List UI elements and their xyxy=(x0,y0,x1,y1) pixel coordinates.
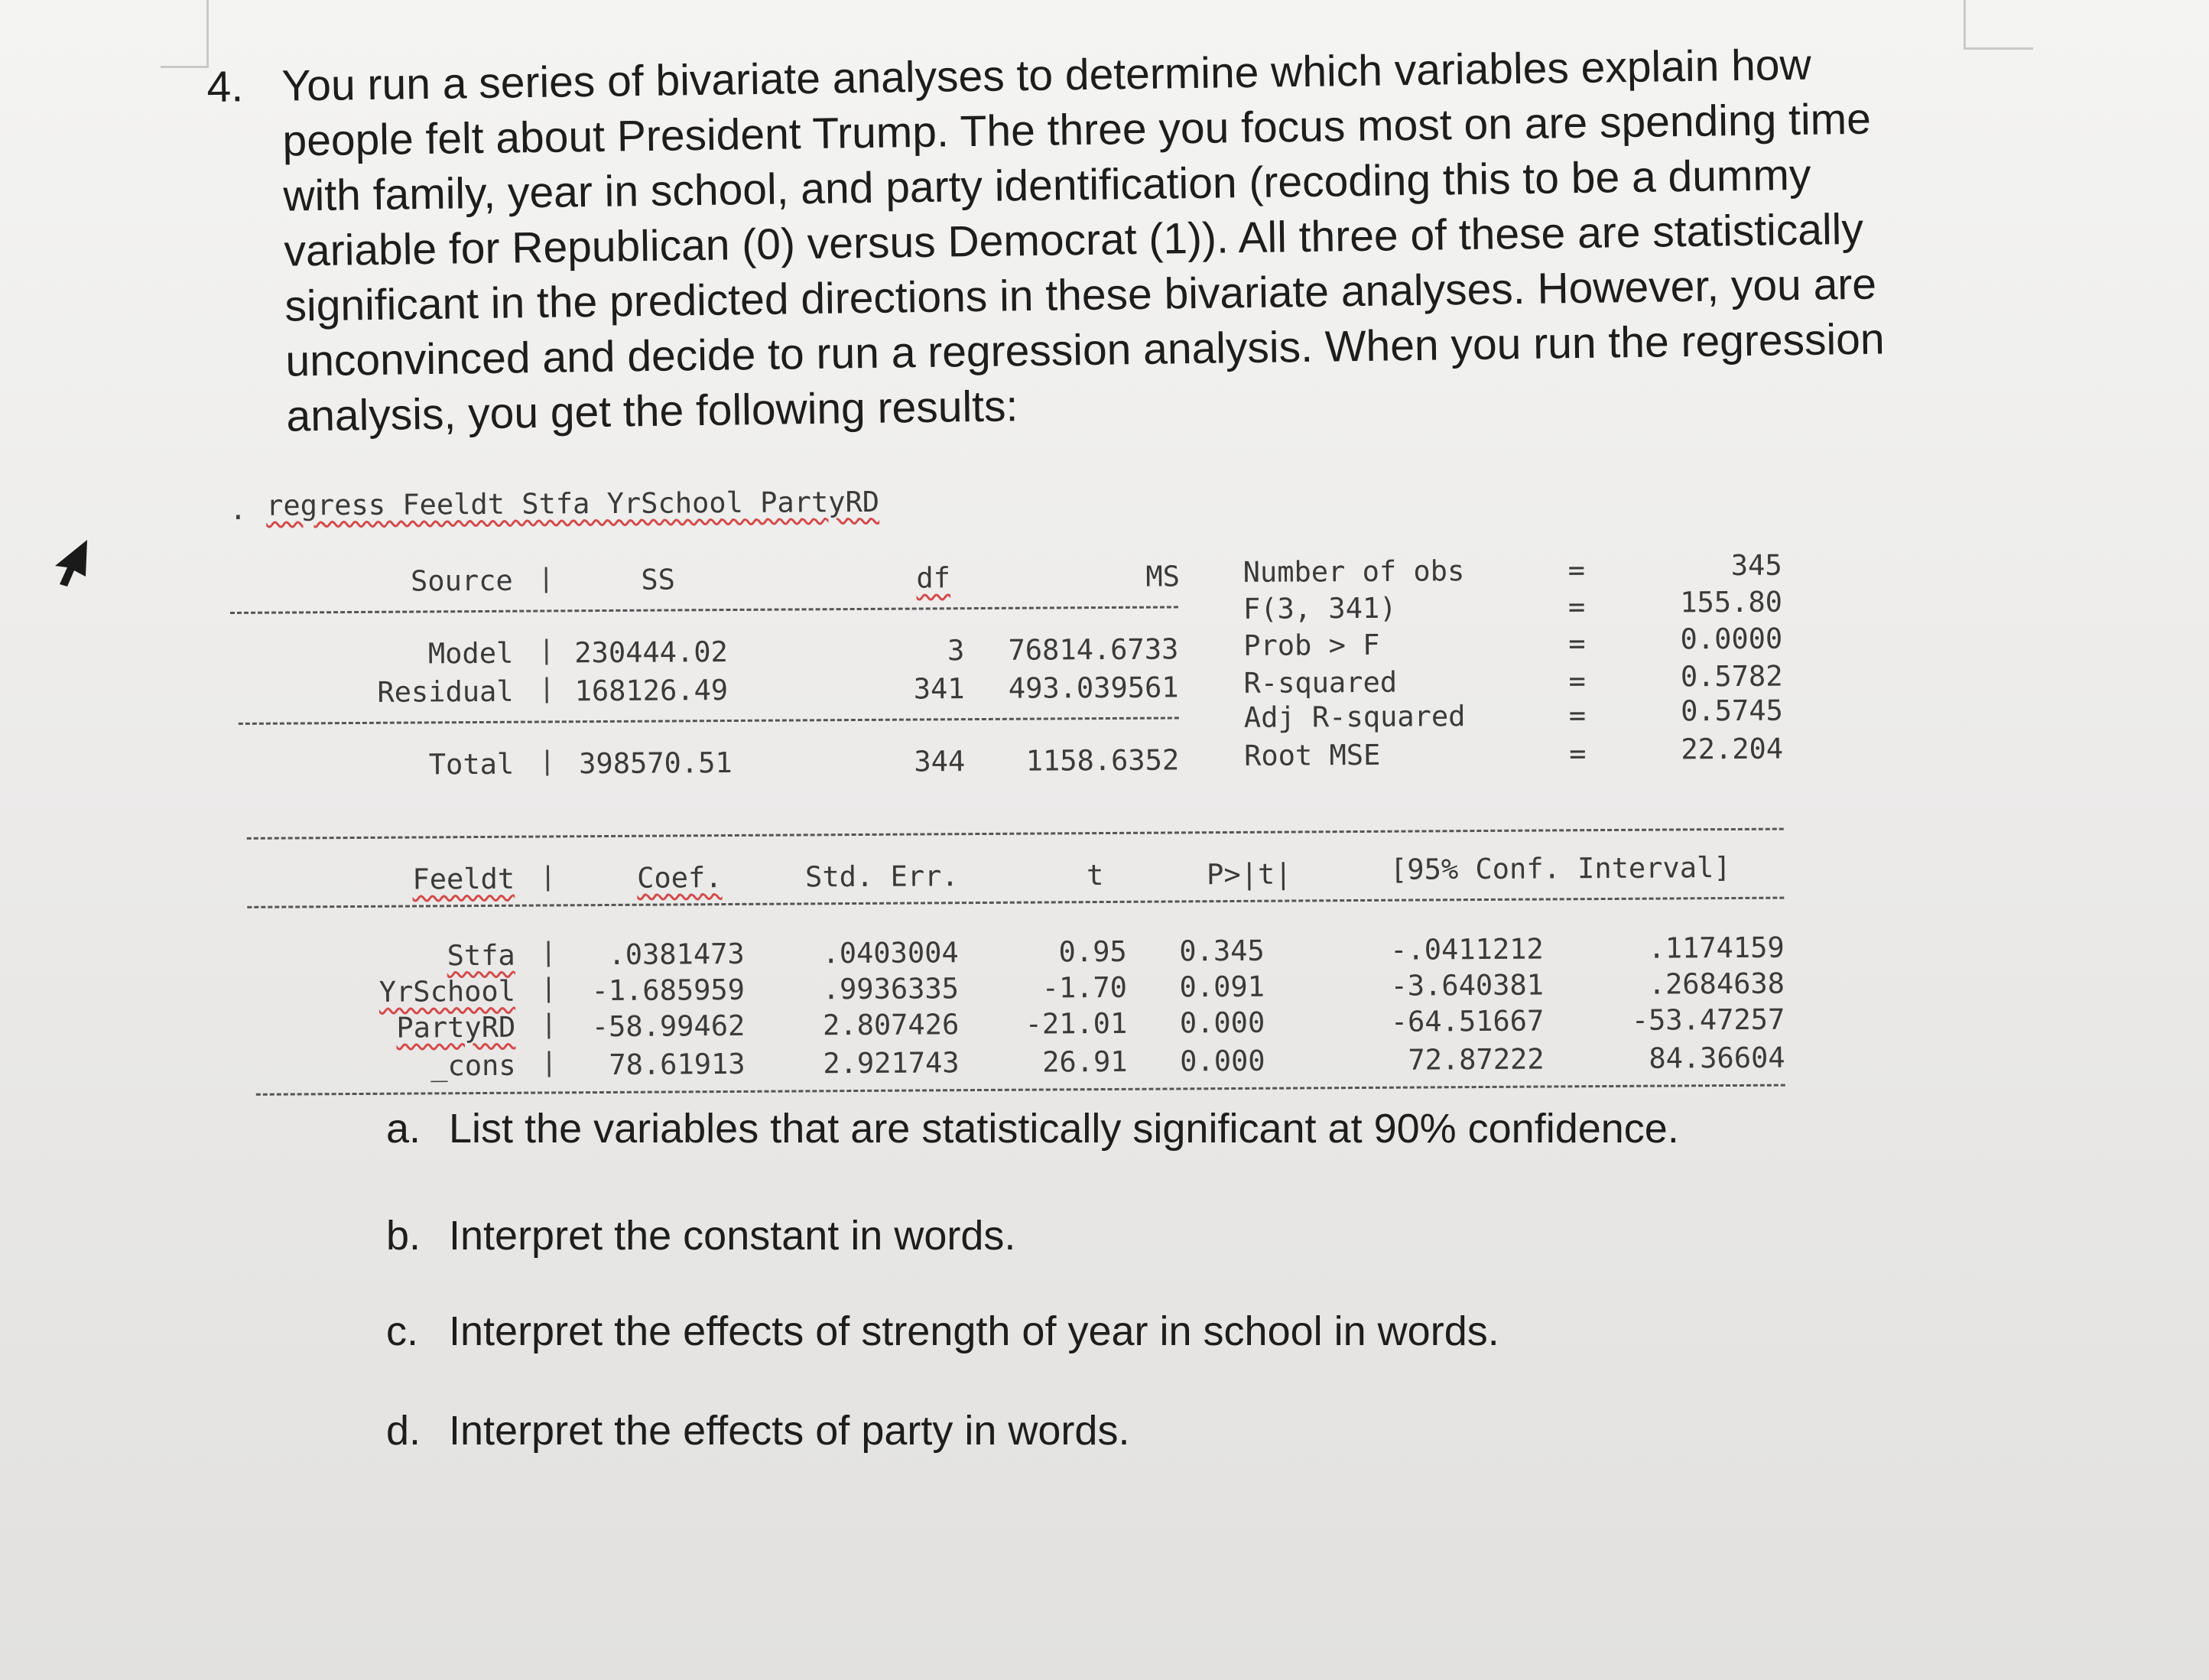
fit-stat-label: Adj R-squared xyxy=(1243,700,1466,734)
coef-ci-high: .2684638 xyxy=(1648,967,1785,1001)
anova-header-ss: SS xyxy=(641,563,676,596)
question-line: variable for Republican (0) versus Democrat (1)). All three of these are statistically xyxy=(284,204,1864,276)
subquestion-b xyxy=(386,1212,1915,1259)
coef-header-p: P>|t| xyxy=(1206,857,1292,892)
coef-value: .0381473 xyxy=(608,937,745,971)
coef-var: _cons xyxy=(430,1048,516,1083)
coef-value: 78.61913 xyxy=(609,1047,746,1081)
coef-ci-high: 84.36604 xyxy=(1649,1041,1785,1075)
question-block xyxy=(206,35,1965,441)
coef-p: 0.345 xyxy=(1179,934,1265,968)
anova-ms: 493.039561 xyxy=(1008,671,1179,705)
coef-header-ci: [95% Conf. Interval] xyxy=(1389,851,1731,886)
fit-stat-eq: = xyxy=(1567,590,1586,624)
subquestion-a xyxy=(386,1105,1915,1152)
page-corner-mark-right xyxy=(1964,0,2033,50)
coef-se: 2.807426 xyxy=(822,1008,960,1042)
anova-ms: 1158.6352 xyxy=(1025,743,1180,778)
subquestion-c xyxy=(386,1308,1915,1355)
fit-stat-value: 155.80 xyxy=(1680,585,1783,619)
subquestion-text: List the variables that are statistically significant at 90% confidence. xyxy=(449,1106,1679,1152)
question-number: 4. xyxy=(206,62,244,112)
coef-se: .9936335 xyxy=(822,972,960,1006)
subquestion-d xyxy=(386,1407,1915,1454)
coef-t: 0.95 xyxy=(1058,934,1127,969)
coef-se: 2.921743 xyxy=(823,1046,960,1080)
coef-ci-low: -3.640381 xyxy=(1390,968,1545,1002)
coef-value: -58.99462 xyxy=(591,1009,746,1044)
coef-p: 0.000 xyxy=(1180,1044,1265,1078)
coef-ci-low: 72.87222 xyxy=(1408,1042,1545,1077)
fit-stat-eq: = xyxy=(1568,699,1587,733)
coef-header-coef: Coef. xyxy=(636,861,723,895)
fit-stat-label: Root MSE xyxy=(1244,738,1381,772)
coef-t: -21.01 xyxy=(1025,1006,1128,1041)
question-text xyxy=(281,35,1969,444)
coef-p: 0.091 xyxy=(1179,970,1265,1004)
coef-se: .0403004 xyxy=(822,936,959,970)
coef-ci-low: -64.51667 xyxy=(1390,1004,1545,1038)
fit-stat-eq: = xyxy=(1567,554,1586,587)
coef-header-var: Feeldt xyxy=(412,862,515,896)
coef-var: PartyRD xyxy=(396,1010,516,1045)
fit-stat-label: Number of obs xyxy=(1243,554,1465,589)
coef-t: 26.91 xyxy=(1042,1045,1128,1079)
question-line: unconvinced and decide to run a regression analysis. When you run the regression xyxy=(285,314,1886,386)
anova-source: Residual xyxy=(377,674,514,709)
subquestion-label: c. xyxy=(386,1308,419,1354)
question-line: people felt about President Trump. The three you focus most on are spending time xyxy=(282,94,1872,166)
question-line: with family, year in school, and party identification (recoding this to be a dummy xyxy=(283,150,1811,221)
anova-ss: 398570.51 xyxy=(579,746,733,781)
coef-ci-low: -.0411212 xyxy=(1390,932,1544,967)
question-line: significant in the predicted directions in these bivariate analyses. However, you are xyxy=(284,259,1877,331)
anova-header-ms: MS xyxy=(1145,560,1181,593)
fit-stat-value: 22.204 xyxy=(1681,732,1784,766)
fit-stat-eq: = xyxy=(1568,627,1586,661)
subquestion-label: d. xyxy=(386,1408,421,1454)
question-line: You run a series of bivariate analyses to determine which variables explain how xyxy=(281,40,1812,111)
fit-stat-value: 0.5782 xyxy=(1680,659,1783,694)
coef-var: YrSchool xyxy=(378,974,516,1009)
anova-source: Total xyxy=(428,747,515,782)
fit-stat-label: Prob > F xyxy=(1243,628,1380,662)
fit-stat-value: 0.5745 xyxy=(1681,694,1783,728)
mouse-pointer-icon xyxy=(47,535,93,589)
anova-df: 344 xyxy=(914,745,966,778)
subquestion-label: b. xyxy=(386,1213,421,1259)
fit-stat-eq: = xyxy=(1568,665,1586,698)
fit-stat-value: 345 xyxy=(1730,548,1782,583)
subquestion-label: a. xyxy=(386,1106,421,1152)
anova-source: Model xyxy=(427,636,514,671)
subquestion-text: Interpret the effects of strength of year in school in words. xyxy=(449,1308,1499,1354)
fit-stat-eq: = xyxy=(1569,737,1587,771)
coef-value: -1.685959 xyxy=(591,973,746,1008)
command-prompt: . xyxy=(229,492,247,526)
anova-header-df: df xyxy=(916,561,951,595)
fit-stat-value: 0.0000 xyxy=(1680,622,1783,656)
subquestion-text: Interpret the constant in words. xyxy=(449,1213,1016,1259)
coef-p: 0.000 xyxy=(1179,1006,1265,1040)
question-line: analysis, you get the following results: xyxy=(286,382,1018,441)
anova-header-source: Source xyxy=(410,564,513,598)
anova-df: 3 xyxy=(947,634,965,668)
anova-ms: 76814.6733 xyxy=(1008,632,1179,667)
anova-ss: 230444.02 xyxy=(574,635,728,670)
page-corner-mark-left xyxy=(161,0,209,68)
anova-df: 341 xyxy=(913,672,965,706)
fit-stat-label: F(3, 341) xyxy=(1243,591,1397,626)
coef-var: Stfa xyxy=(447,938,515,973)
coef-header-t: t xyxy=(1086,859,1104,892)
coef-t: -1.70 xyxy=(1041,970,1128,1005)
subquestion-text: Interpret the effects of party in words. xyxy=(449,1408,1130,1454)
command-text: regress Feeldt Stfa YrSchool PartyRD xyxy=(265,485,880,522)
stata-output xyxy=(229,480,1793,1101)
fit-stat-label: R-squared xyxy=(1243,665,1398,700)
coef-ci-high: .1174159 xyxy=(1648,931,1785,965)
coef-header-se: Std. Err. xyxy=(804,859,959,894)
coef-ci-high: -53.47257 xyxy=(1631,1002,1785,1037)
anova-ss: 168126.49 xyxy=(574,674,729,708)
